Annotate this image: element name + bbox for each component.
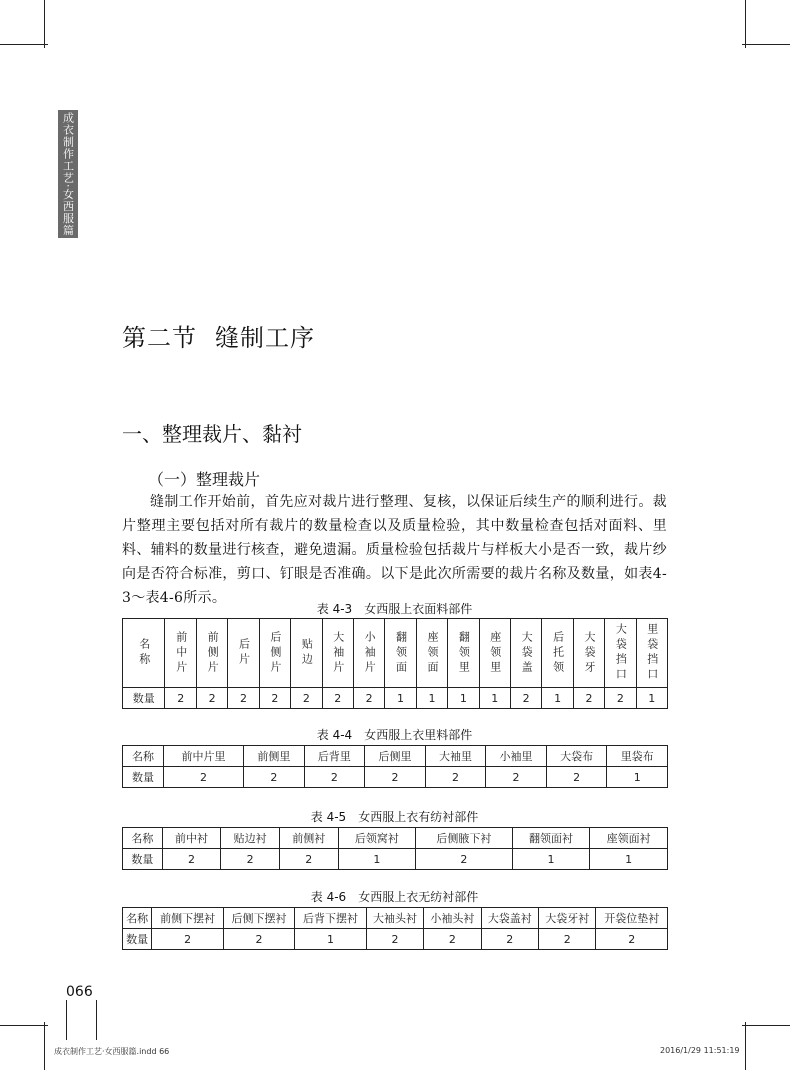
- table-cell: 2: [165, 688, 196, 709]
- section-title: [122, 318, 315, 353]
- table-cell: 小袖头衬: [424, 908, 481, 929]
- footer-file: 成衣制作工艺·女西服篇.indd 66: [54, 1047, 170, 1056]
- table-cell: 1: [338, 849, 416, 870]
- table-cell: 1: [385, 688, 416, 709]
- table-cell: 后背里: [304, 746, 365, 767]
- table-cell: 2: [163, 767, 243, 788]
- table-cell: 前侧片: [196, 619, 227, 688]
- table3-caption: 表 4-5 女西服上衣有纺衬部件: [310, 810, 479, 824]
- table-cell: 后片: [228, 619, 259, 688]
- table1-header-label: 名称: [123, 619, 165, 688]
- table2-qty-label: 数量: [123, 767, 164, 788]
- heading-2: （一）整理裁片: [148, 470, 261, 489]
- table-cell: 后领窝衬: [338, 828, 416, 849]
- body-paragraph: 缝制工作开始前，首先应对裁片进行整理、复核，以保证后续生产的顺利进行。裁片整理主要包括对所有裁片的数量检查以及质量检验，其中数量检查包括对面料、里料、辅料的数量进行核查，避免遗漏。质量检验包括裁片与样板大小是否一致，裁片纱向是否符合标准，剪口、钉眼是否准确。以下是此次所需要的裁片名称及数量，如表4-3～表4-6所示。: [122, 494, 667, 606]
- table-cell: 2: [259, 688, 290, 709]
- table-cell: 2: [481, 929, 538, 950]
- table-cell: 贴边衬: [221, 828, 280, 849]
- table-cell: 2: [304, 767, 365, 788]
- footer-timestamp: 2016/1/29 11:51:19: [660, 1046, 740, 1055]
- table2-header-label: 名称: [123, 746, 164, 767]
- side-tab: 成衣制作工艺·女西服篇: [58, 110, 78, 238]
- table-cell: 1: [542, 688, 573, 709]
- table-cell: 里袋布: [607, 746, 668, 767]
- table-cell: 2: [366, 929, 423, 950]
- table-cell: 里袋挡口: [636, 619, 667, 688]
- table-4-5: [122, 827, 668, 870]
- table-cell: 2: [244, 767, 305, 788]
- table-cell: 翻领面: [385, 619, 416, 688]
- section-name: 缝制工序: [215, 324, 315, 352]
- table2-caption: 表 4-4 女西服上衣里料部件: [316, 728, 473, 742]
- table-4-3: [122, 618, 668, 709]
- table-cell: 翻领面衬: [512, 828, 590, 849]
- table-cell: 前侧衬: [279, 828, 338, 849]
- table-cell: 2: [510, 688, 541, 709]
- table-cell: 大袋牙: [573, 619, 604, 688]
- table-cell: 前中片: [165, 619, 196, 688]
- table-cell: 1: [607, 767, 668, 788]
- table3-qty-label: 数量: [123, 849, 163, 870]
- table-cell: 2: [539, 929, 596, 950]
- table-cell: 前侧下摆衬: [152, 908, 223, 929]
- table-cell: 2: [546, 767, 607, 788]
- table-cell: 2: [425, 767, 486, 788]
- table-cell: 贴边: [291, 619, 322, 688]
- table-cell: 2: [486, 767, 547, 788]
- table-cell: 2: [152, 929, 223, 950]
- table-cell: 2: [416, 849, 513, 870]
- table-cell: 1: [295, 929, 366, 950]
- table4-qty-label: 数量: [123, 929, 152, 950]
- table-cell: 座领里: [479, 619, 510, 688]
- table-cell: 1: [590, 849, 668, 870]
- table-cell: 前中衬: [162, 828, 221, 849]
- table-cell: 2: [162, 849, 221, 870]
- table-cell: 1: [479, 688, 510, 709]
- section-number: 第二节: [122, 324, 197, 352]
- table-cell: 大袋盖衬: [481, 908, 538, 929]
- table-cell: 1: [416, 688, 447, 709]
- table-4-4: [122, 745, 668, 788]
- table-cell: 前中片里: [163, 746, 243, 767]
- table-cell: 2: [353, 688, 384, 709]
- table-cell: 前侧里: [244, 746, 305, 767]
- table-cell: 2: [605, 688, 636, 709]
- table-cell: 小袖里: [486, 746, 547, 767]
- table-cell: 后侧下摆衬: [223, 908, 294, 929]
- table-cell: 开袋位垫衬: [596, 908, 668, 929]
- table-cell: 小袖片: [353, 619, 384, 688]
- table-cell: 座领面衬: [590, 828, 668, 849]
- table-cell: 1: [636, 688, 667, 709]
- table-cell: 后托领: [542, 619, 573, 688]
- table-cell: 1: [448, 688, 479, 709]
- table-cell: 2: [223, 929, 294, 950]
- table-cell: 大袋布: [546, 746, 607, 767]
- table-cell: 2: [596, 929, 668, 950]
- page-number: 066: [66, 984, 93, 1000]
- table-cell: 后背下摆衬: [295, 908, 366, 929]
- table-cell: 2: [291, 688, 322, 709]
- table-cell: 座领面: [416, 619, 447, 688]
- table-cell: 2: [228, 688, 259, 709]
- table-cell: 2: [221, 849, 280, 870]
- table1-qty-label: 数量: [123, 688, 165, 709]
- table-cell: 2: [196, 688, 227, 709]
- table-4-6: [122, 907, 668, 950]
- table-cell: 2: [573, 688, 604, 709]
- table-cell: 2: [279, 849, 338, 870]
- table-cell: 大袖头衬: [366, 908, 423, 929]
- table-cell: 2: [322, 688, 353, 709]
- table-cell: 大袋牙衬: [539, 908, 596, 929]
- table-cell: 后侧片: [259, 619, 290, 688]
- table-cell: 后侧里: [365, 746, 426, 767]
- table1-caption: 表 4-3 女西服上衣面料部件: [316, 602, 473, 616]
- table-cell: 2: [424, 929, 481, 950]
- table4-header-label: 名称: [123, 908, 152, 929]
- table-cell: 1: [512, 849, 590, 870]
- table-cell: 翻领里: [448, 619, 479, 688]
- heading-1: 一、整理裁片、黏衬: [122, 422, 302, 446]
- table3-header-label: 名称: [123, 828, 163, 849]
- table-cell: 2: [365, 767, 426, 788]
- table-cell: 大袋挡口: [605, 619, 636, 688]
- table-cell: 大袖片: [322, 619, 353, 688]
- table-cell: 大袋盖: [510, 619, 541, 688]
- table4-caption: 表 4-6 女西服上衣无纺衬部件: [310, 890, 479, 904]
- table-cell: 后侧腋下衬: [416, 828, 513, 849]
- table-cell: 大袖里: [425, 746, 486, 767]
